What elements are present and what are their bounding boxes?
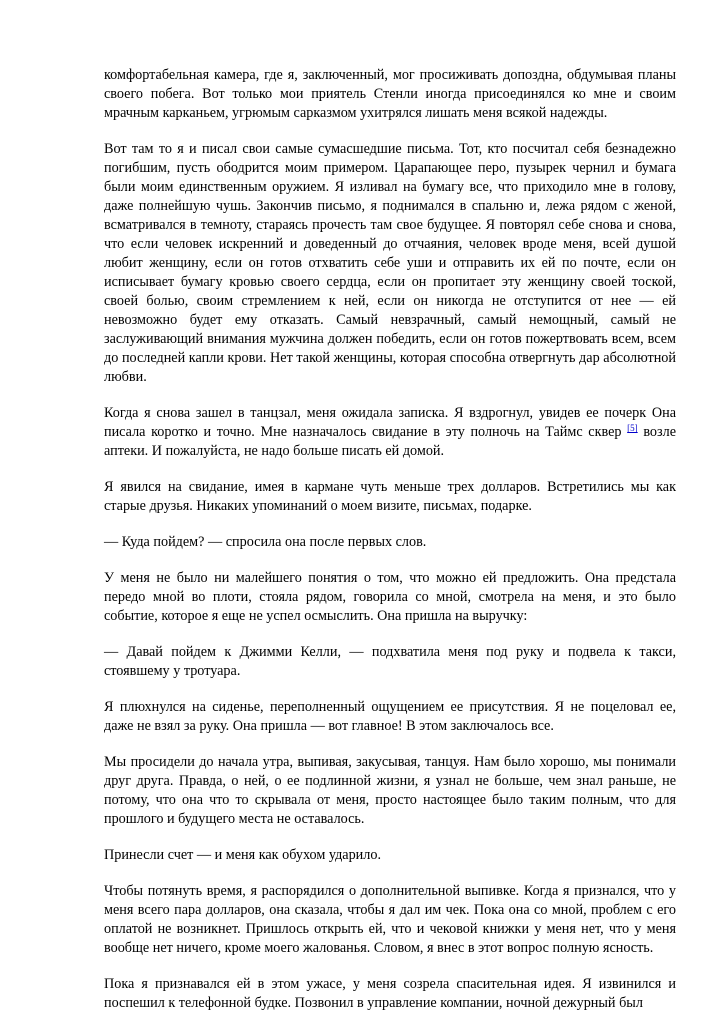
footnote-link[interactable]: [5] bbox=[627, 423, 638, 433]
paragraph: Я явился на свидание, имея в кармане чуть меньше трех долларов. Встретились мы как старые друзья. Никаких упоминаний о моем визите, письмах, подарке. bbox=[104, 479, 676, 514]
paragraph: Я плюхнулся на сиденье, переполненный ощущением ее присутствия. Я не поцеловал ее, даже не взял за руку. Она пришла — вот главное! В этом заключалось все. bbox=[104, 699, 676, 734]
paragraph-text: возле аптеки. И пожалуйста, не надо больше писать ей домой. bbox=[104, 424, 676, 459]
paragraph-text: Когда я снова зашел в танцзал, меня ожидала записка. Я вздрогнул, увидев ее почерк Она писала коротко и точно. Мне назначалось свидание в эту полночь на Таймс сквер bbox=[104, 405, 676, 440]
paragraph: У меня не было ни малейшего понятия о том, что можно ей предложить. Она предстала передо мной во плоти, стояла рядом, говорила со мной, смотрела на меня, и это было событие, которое я еще не успел осмыслить. Она пришла на выручку: bbox=[104, 570, 676, 624]
paragraph: — Куда пойдем? — спросила она после первых слов. bbox=[104, 534, 427, 550]
paragraph: комфортабельная камера, где я, заключенный, мог просиживать допоздна, обдумывая планы своего побега. Вот только мои приятель Стенли иногда присоединялся ко мне и своим мрачным карканьем, угрюмым сарказмом ухитрялся лишать меня всякой надежды. bbox=[104, 67, 676, 121]
paragraph: — Давай пойдем к Джимми Келли, — подхватила меня под руку и подвела к такси, стоявшему у тротуара. bbox=[104, 644, 676, 679]
paragraph: Чтобы потянуть время, я распорядился о дополнительной выпивке. Когда я признался, что у меня всего пара долларов, она сказала, чтобы я дал им чек. Пока она со мной, проблем с его оплатой не возникнет. Пришлось открыть ей, что и чековой книжки у меня нет, что у меня вообще нет ничего, кроме моего жалованья. Словом, я внес в этот вопрос полную ясность. bbox=[104, 883, 676, 956]
paragraph: Мы просидели до начала утра, выпивая, закусывая, танцуя. Нам было хорошо, мы понимали друг друга. Правда, о ней, о ее подлинной жизни, я узнал не больше, чем знал раньше, не потому, что она что то скрывала от меня, просто настоящее было таким полным, что для прошлого и будущего места не оставалось. bbox=[104, 754, 676, 827]
paragraph: Пока я признавался ей в этом ужасе, у меня созрела спасительная идея. Я извинился и поспешил к телефонной будке. Позвонил в управление компании, ночной дежурный был bbox=[104, 976, 676, 1011]
document-page bbox=[104, 66, 676, 1030]
paragraph-with-footnote bbox=[104, 404, 676, 461]
paragraph: Принесли счет — и меня как обухом ударило. bbox=[104, 847, 382, 863]
paragraph: Вот там то я и писал свои самые сумасшедшие письма. Тот, кто посчитал себя безнадежно погибшим, пусть ободрится моим примером. Царапающее перо, пузырек чернил и бумага были моим единственным оружием. Я изливал на бумагу все, что приходило мне в голову, даже полнейшую чушь. Закончив письмо, я поднимался в спальню и, лежа рядом с женой, всматривался в темноту, стараясь прочесть там свое будущее. Я повторял себе снова и снова, что если человек искренний и доведенный до отчаяния, человек вроде меня, всей душой любит женщину, если он готов отхватить себе уши и отправить их ей по почте, если он исписывает бумагу кровью своего сердца, если он пропитает эту женщину своей тоской, своей болью, своим стремлением к ней, если он никогда не отступится от нее — ей невозможно будет ему отказать. Самый невзрачный, самый немощный, самый не заслуживающий внимания мужчина должен победить, если он готов пожертвовать всем, всем до последней капли крови. Нет такой женщины, которая способна отвергнуть дар абсолютной любви. bbox=[104, 141, 676, 385]
